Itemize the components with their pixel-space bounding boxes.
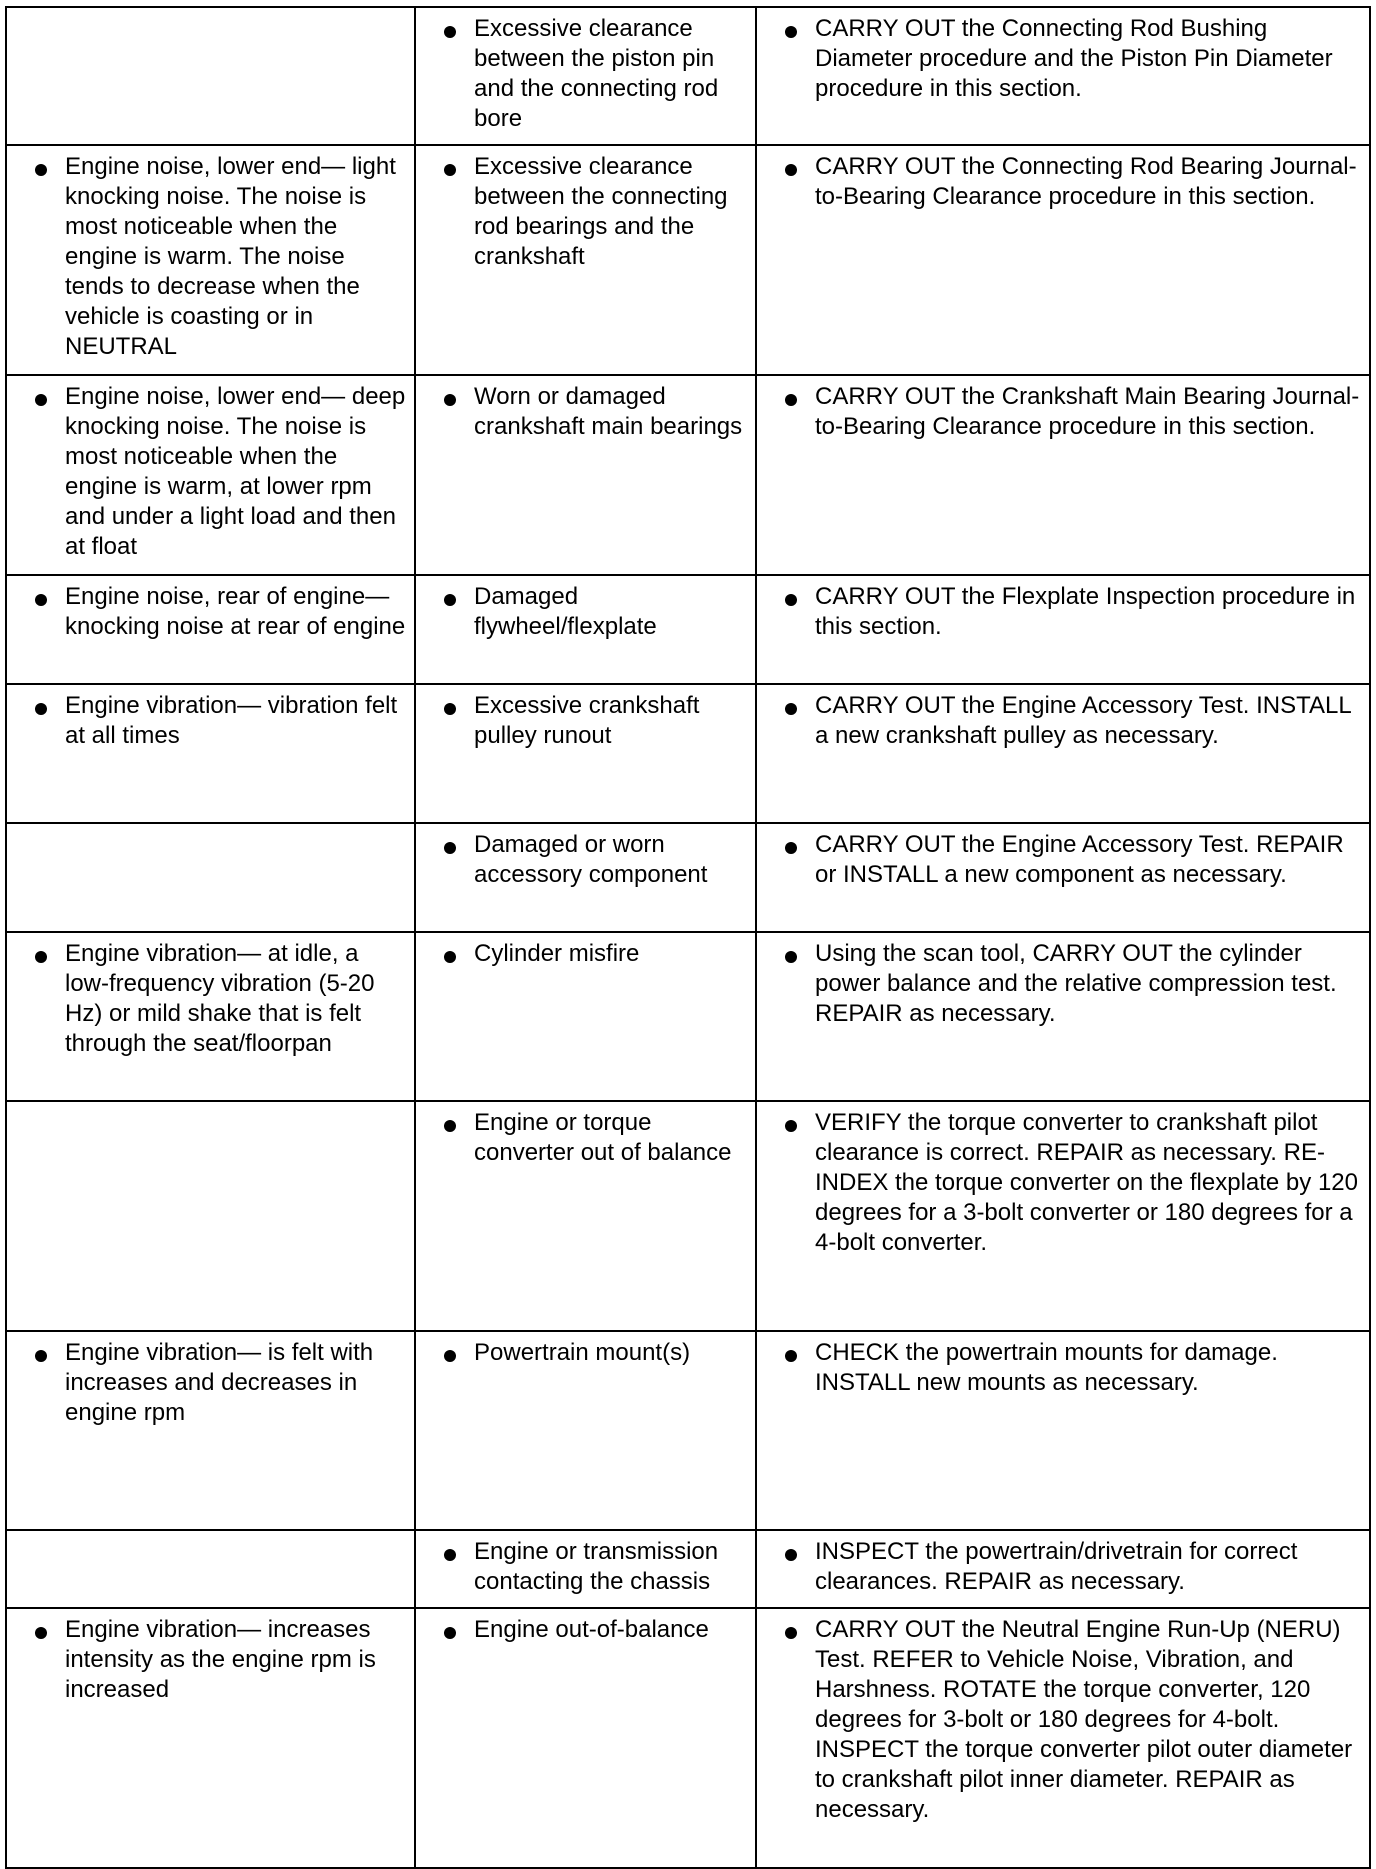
bullet-icon — [444, 164, 456, 176]
bullet-icon — [444, 394, 456, 406]
bullet-icon — [444, 1350, 456, 1362]
cause-cell — [415, 1331, 756, 1530]
bullet-icon — [444, 951, 456, 963]
action-cell — [756, 684, 1370, 823]
table-row — [6, 684, 1370, 823]
condition-text: Engine vibration— increases intensity as the engine rpm is increased — [65, 1616, 376, 1703]
cause-text: Worn or damaged crankshaft main bearings — [474, 383, 743, 440]
action-cell — [756, 7, 1370, 145]
bullet-icon — [35, 394, 47, 406]
action-cell — [756, 1530, 1370, 1608]
cause-text: Damaged or worn accessory component — [474, 831, 708, 888]
cause-text: Powertrain mount(s) — [474, 1339, 691, 1366]
cause-cell — [415, 575, 756, 684]
condition-text: Engine vibration— vibration felt at all times — [65, 692, 398, 749]
bullet-icon — [785, 703, 797, 715]
bullet-icon — [785, 1120, 797, 1132]
action-text: CARRY OUT the Connecting Rod Bushing Diameter procedure and the Piston Pin Diameter procedure in this section. — [815, 15, 1333, 102]
cause-cell — [415, 1608, 756, 1868]
action-text: INSPECT the powertrain/drivetrain for correct clearances. REPAIR as necessary. — [815, 1538, 1298, 1595]
bullet-icon — [35, 1350, 47, 1362]
symptom-table — [5, 6, 1371, 1869]
cause-cell — [415, 1530, 756, 1608]
table-row — [6, 575, 1370, 684]
action-cell — [756, 575, 1370, 684]
condition-cell — [6, 1101, 415, 1331]
condition-cell — [6, 1530, 415, 1608]
table-row — [6, 1101, 1370, 1331]
condition-text: Engine noise, lower end— light knocking noise. The noise is most noticeable when the engine is warm. The noise tends to decrease when the vehicle is coasting or in NEUTRAL — [65, 153, 396, 360]
condition-text: Engine vibration— at idle, a low-frequency vibration (5-20 Hz) or mild shake that is felt through the seat/floorpan — [65, 940, 375, 1057]
cause-text: Excessive clearance between the piston pin and the connecting rod bore — [474, 15, 719, 132]
cause-text: Excessive clearance between the connecting rod bearings and the crankshaft — [474, 153, 728, 270]
table-row — [6, 932, 1370, 1101]
table-row — [6, 823, 1370, 932]
table-row — [6, 375, 1370, 575]
cause-cell — [415, 1101, 756, 1331]
action-text: CARRY OUT the Connecting Rod Bearing Journal-to-Bearing Clearance procedure in this section. — [815, 153, 1357, 210]
cause-text: Excessive crankshaft pulley runout — [474, 692, 700, 749]
condition-cell — [6, 575, 415, 684]
action-text: CARRY OUT the Crankshaft Main Bearing Journal-to-Bearing Clearance procedure in this section. — [815, 383, 1360, 440]
condition-cell — [6, 1608, 415, 1868]
cause-text: Cylinder misfire — [474, 940, 640, 967]
bullet-icon — [444, 594, 456, 606]
bullet-icon — [785, 394, 797, 406]
action-cell — [756, 1331, 1370, 1530]
cause-cell — [415, 145, 756, 375]
bullet-icon — [785, 594, 797, 606]
condition-cell — [6, 375, 415, 575]
action-cell — [756, 1608, 1370, 1868]
condition-cell — [6, 932, 415, 1101]
condition-cell — [6, 823, 415, 932]
action-cell — [756, 932, 1370, 1101]
action-text: CARRY OUT the Flexplate Inspection procedure in this section. — [815, 583, 1356, 640]
cause-cell — [415, 7, 756, 145]
bullet-icon — [444, 26, 456, 38]
cause-text: Engine out-of-balance — [474, 1616, 709, 1643]
action-cell — [756, 145, 1370, 375]
cause-cell — [415, 823, 756, 932]
condition-cell — [6, 684, 415, 823]
action-text: Using the scan tool, CARRY OUT the cylinder power balance and the relative compression test. REPAIR as necessary. — [815, 940, 1337, 1027]
action-text: CARRY OUT the Engine Accessory Test. INSTALL a new crankshaft pulley as necessary. — [815, 692, 1351, 749]
bullet-icon — [35, 703, 47, 715]
action-cell — [756, 1101, 1370, 1331]
cause-cell — [415, 932, 756, 1101]
cause-cell — [415, 684, 756, 823]
bullet-icon — [444, 1549, 456, 1561]
action-cell — [756, 823, 1370, 932]
condition-text: Engine noise, rear of engine— knocking noise at rear of engine — [65, 583, 406, 640]
action-text: VERIFY the torque converter to crankshaft pilot clearance is correct. REPAIR as necessary. RE-INDEX the torque converter on the flexplate by 120 degrees for a 3-bolt converter or 180 degrees for a 4-bolt converter. — [815, 1109, 1358, 1256]
bullet-icon — [35, 164, 47, 176]
bullet-icon — [785, 951, 797, 963]
table-row — [6, 7, 1370, 145]
action-text: CHECK the powertrain mounts for damage. INSTALL new mounts as necessary. — [815, 1339, 1278, 1396]
action-cell — [756, 375, 1370, 575]
bullet-icon — [444, 1120, 456, 1132]
bullet-icon — [444, 842, 456, 854]
bullet-icon — [444, 703, 456, 715]
action-text: CARRY OUT the Neutral Engine Run-Up (NERU) Test. REFER to Vehicle Noise, Vibration, and Harshness. ROTATE the torque converter, 120 degrees for 3-bolt or 180 degrees for 4-bolt. INSPECT the torque converter pilot outer diameter to crankshaft pilot inner diameter. REPAIR as necessary. — [815, 1616, 1353, 1823]
condition-text: Engine noise, lower end— deep knocking noise. The noise is most noticeable when the engine is warm, at lower rpm and under a light load and then at float — [65, 383, 406, 560]
condition-text: Engine vibration— is felt with increases and decreases in engine rpm — [65, 1339, 374, 1426]
bullet-icon — [785, 164, 797, 176]
bullet-icon — [35, 951, 47, 963]
cause-cell — [415, 375, 756, 575]
bullet-icon — [785, 26, 797, 38]
table-row — [6, 1608, 1370, 1868]
table-row — [6, 145, 1370, 375]
condition-cell — [6, 1331, 415, 1530]
bullet-icon — [444, 1627, 456, 1639]
action-text: CARRY OUT the Engine Accessory Test. REPAIR or INSTALL a new component as necessary. — [815, 831, 1344, 888]
cause-text: Engine or torque converter out of balance — [474, 1109, 732, 1166]
bullet-icon — [785, 1549, 797, 1561]
cause-text: Damaged flywheel/flexplate — [474, 583, 657, 640]
bullet-icon — [785, 842, 797, 854]
bullet-icon — [785, 1627, 797, 1639]
bullet-icon — [785, 1350, 797, 1362]
condition-cell — [6, 145, 415, 375]
table-row — [6, 1530, 1370, 1608]
bullet-icon — [35, 1627, 47, 1639]
bullet-icon — [35, 594, 47, 606]
condition-cell — [6, 7, 415, 145]
cause-text: Engine or transmission contacting the chassis — [474, 1538, 719, 1595]
table-row — [6, 1331, 1370, 1530]
